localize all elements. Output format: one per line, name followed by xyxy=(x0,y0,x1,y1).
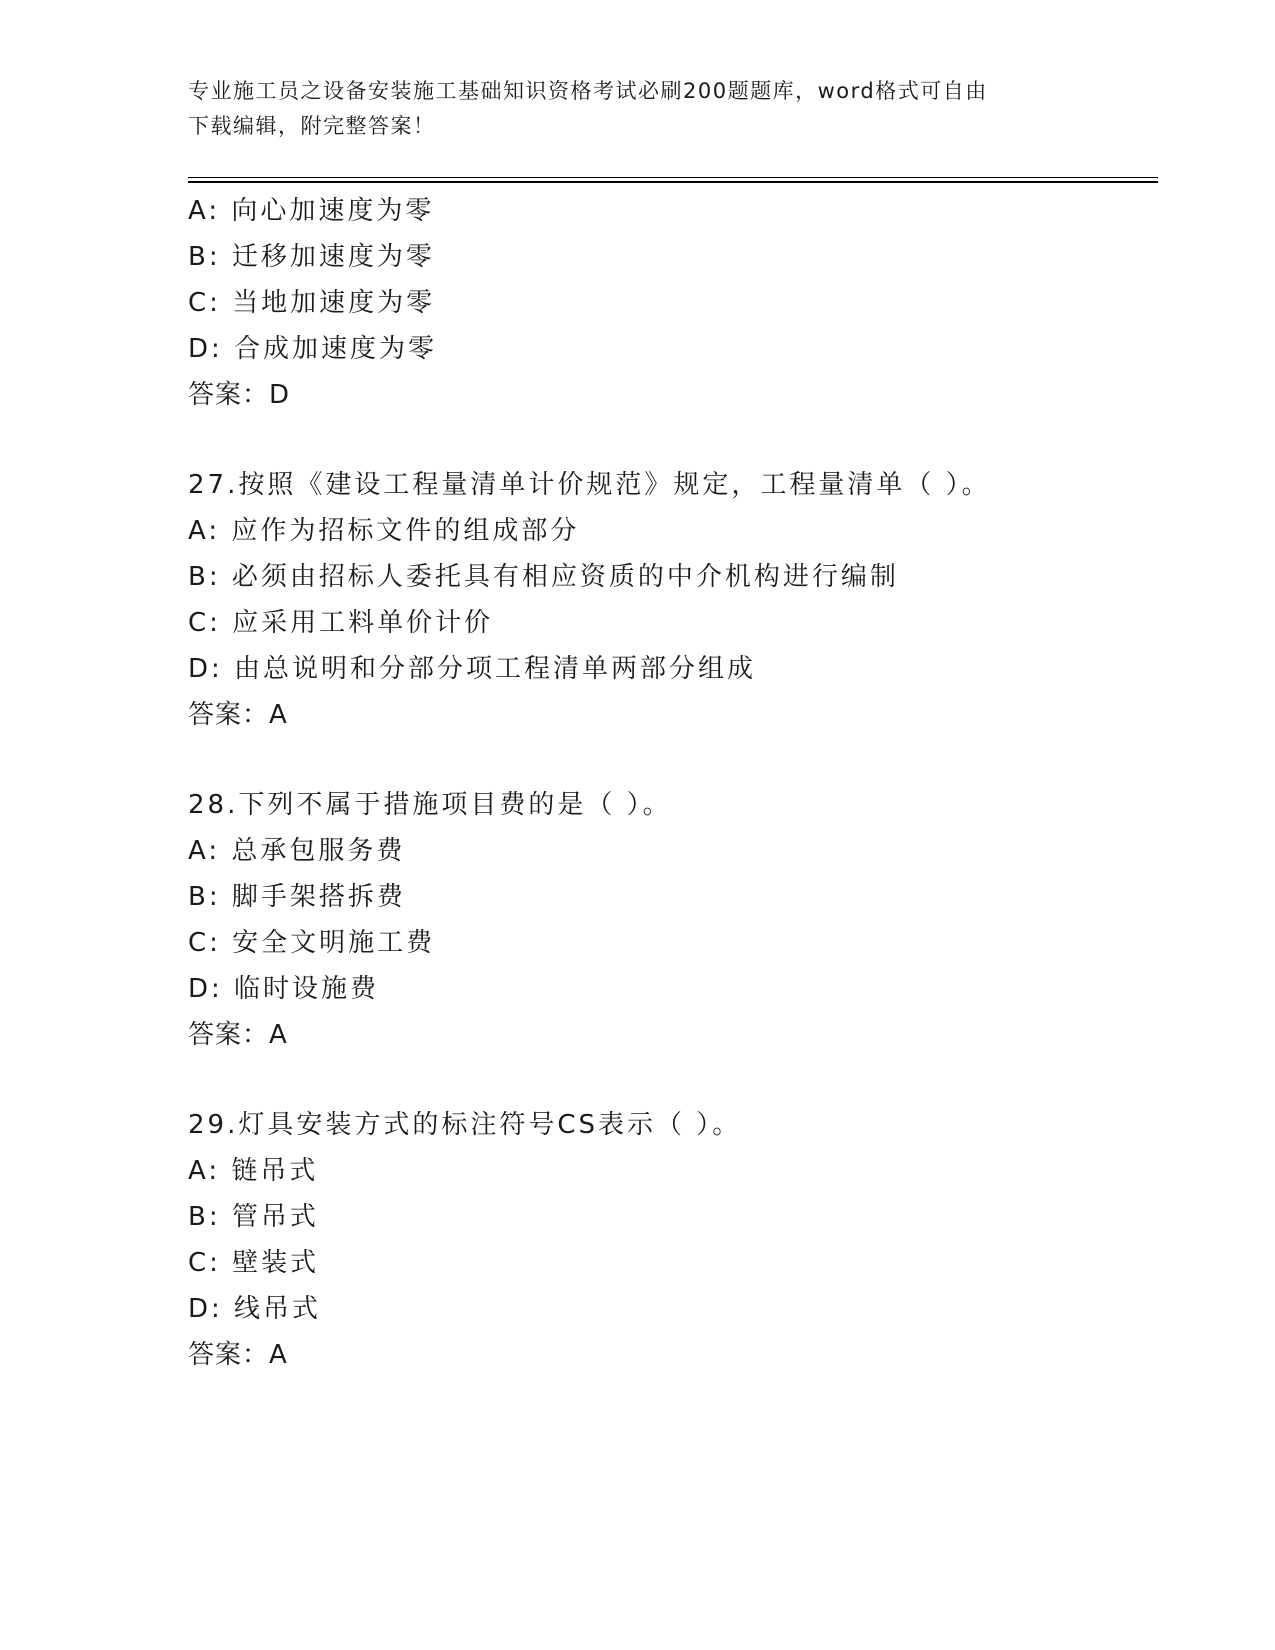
header-divider-thin xyxy=(188,177,1158,178)
option-a: A: 向心加速度为零 xyxy=(188,196,435,226)
question-block-29 xyxy=(188,1102,1158,1378)
question-stem: 28.下列不属于措施项目费的是（ ）。 xyxy=(188,790,672,820)
header-line-1: 专业施工员之设备安装施工基础知识资格考试必刷200题题库，word格式可自由 xyxy=(188,79,988,103)
option-a: A: 总承包服务费 xyxy=(188,836,406,866)
option-a: A: 链吊式 xyxy=(188,1156,319,1186)
header-line-2: 下载编辑，附完整答案！ xyxy=(188,114,436,138)
question-block-28 xyxy=(188,782,1158,1058)
option-d: D: 由总说明和分部分项工程清单两部分组成 xyxy=(188,654,757,684)
question-block-prev xyxy=(188,188,1158,418)
question-stem: 29.灯具安装方式的标注符号CS表示（ ）。 xyxy=(188,1110,742,1140)
document-header xyxy=(188,74,1088,144)
spacer xyxy=(188,738,1158,782)
answer-line: 答案：A xyxy=(188,1340,288,1370)
option-b: B: 迁移加速度为零 xyxy=(188,242,435,272)
option-c: C: 当地加速度为零 xyxy=(188,288,436,318)
question-stem: 27.按照《建设工程量清单计价规范》规定，工程量清单（ ）。 xyxy=(188,470,991,500)
spacer xyxy=(188,418,1158,462)
answer-line: 答案：A xyxy=(188,700,288,730)
question-block-27 xyxy=(188,462,1158,738)
option-d: D: 合成加速度为零 xyxy=(188,334,438,364)
option-a: A: 应作为招标文件的组成部分 xyxy=(188,516,580,546)
answer-line: 答案：A xyxy=(188,1020,288,1050)
option-c: C: 安全文明施工费 xyxy=(188,928,436,958)
spacer xyxy=(188,1058,1158,1102)
option-c: C: 壁装式 xyxy=(188,1248,320,1278)
header-divider-thick xyxy=(188,181,1158,183)
option-c: C: 应采用工料单价计价 xyxy=(188,608,494,638)
option-b: B: 必须由招标人委托具有相应资质的中介机构进行编制 xyxy=(188,562,899,592)
option-b: B: 管吊式 xyxy=(188,1202,319,1232)
option-b: B: 脚手架搭拆费 xyxy=(188,882,406,912)
question-list xyxy=(188,188,1158,1378)
option-d: D: 临时设施费 xyxy=(188,974,380,1004)
option-d: D: 线吊式 xyxy=(188,1294,322,1324)
answer-line: 答案：D xyxy=(188,380,291,410)
